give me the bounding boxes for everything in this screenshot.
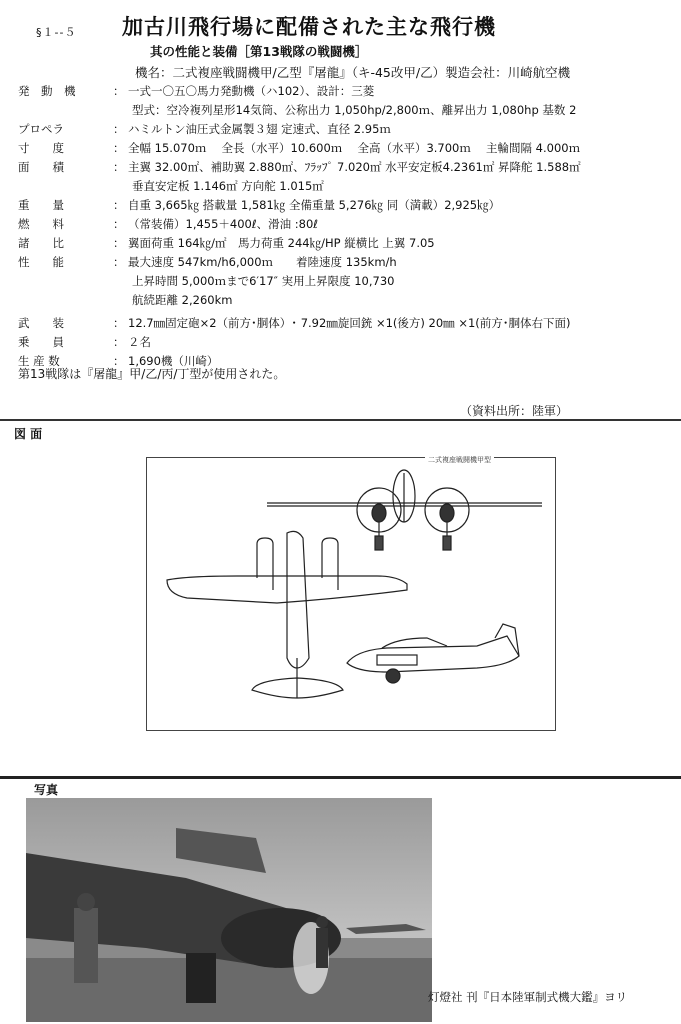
spec-row bbox=[14, 158, 679, 177]
spec-label: プロペラ bbox=[18, 122, 64, 136]
spec-row bbox=[14, 101, 679, 120]
three-view-drawing bbox=[147, 458, 555, 730]
spec-row bbox=[14, 139, 679, 158]
spec-value: 型式：空冷複列星形14気筒、公称出力 1,050hp/2,800ｍ、離昇出力 1,080hp 基数 2 bbox=[132, 103, 577, 117]
spec-label: 燃 料 bbox=[18, 217, 64, 231]
aircraft-drawing bbox=[146, 457, 556, 731]
spec-row bbox=[14, 82, 679, 101]
spec-value: ハミルトン油圧式金属製３翅 定速式、直径 2.95ｍ bbox=[128, 122, 391, 136]
spec-row bbox=[14, 234, 679, 253]
spec-colon: ： bbox=[113, 255, 125, 269]
page-title: 加古川飛行場に配備された主な飛行機 bbox=[122, 15, 496, 39]
photo-credit: 灯燈社 刊『日本陸軍制式機大鑑』ヨリ bbox=[428, 990, 628, 1004]
spec-colon: ： bbox=[113, 122, 125, 136]
photo-section-label: 写真 bbox=[34, 783, 59, 797]
divider bbox=[0, 419, 681, 421]
spec-row bbox=[14, 196, 679, 215]
aircraft-photo-image bbox=[26, 798, 432, 1022]
spec-colon: ： bbox=[113, 141, 125, 155]
spec-colon: ： bbox=[113, 217, 125, 231]
spec-value: 航続距離 2,260km bbox=[132, 293, 233, 307]
spec-label: 重 量 bbox=[18, 198, 64, 212]
page-subtitle: 其の性能と装備［第13戦隊の戦闘機］ bbox=[150, 44, 368, 59]
spec-value: 12.7㎜固定砲×2（前方･胴体）･ 7.92㎜旋回銃 ×1(後方) 20㎜ ×1(前方･胴体右下面) bbox=[128, 316, 571, 330]
spec-label: 武 装 bbox=[18, 316, 64, 330]
spec-label: 乗 員 bbox=[18, 335, 64, 349]
spec-label: 諸 比 bbox=[18, 236, 64, 250]
spec-table bbox=[14, 82, 679, 371]
spec-value: 上昇時間 5,000ｍまで6′17″ 実用上昇限度 10,730 bbox=[132, 274, 395, 288]
spec-label: 発 動 機 bbox=[18, 84, 76, 98]
spec-value: 最大速度 547km/h6,000ｍ 着陸速度 135km/h bbox=[128, 255, 397, 269]
spec-colon: ： bbox=[113, 354, 125, 368]
spec-colon: ： bbox=[113, 335, 125, 349]
model-line: 機名：二式複座戦闘機甲/乙型『屠龍』（キ-45改甲/乙）製造会社：川崎航空機 bbox=[135, 65, 571, 80]
spec-row bbox=[14, 253, 679, 272]
divider bbox=[0, 776, 681, 779]
drawing-caption: 二式複座戦闘機甲型 bbox=[425, 455, 494, 465]
spec-row bbox=[14, 120, 679, 139]
spec-label: 面 積 bbox=[18, 160, 64, 174]
spec-row bbox=[14, 177, 679, 196]
source-note: （資料出所：陸軍） bbox=[460, 404, 569, 418]
spec-value: ２名 bbox=[128, 335, 151, 349]
spec-colon: ： bbox=[113, 236, 125, 250]
spec-value: 垂直安定板 1.146㎡ 方向舵 1.015㎡ bbox=[132, 179, 324, 193]
spec-value: 翼面荷重 164㎏/㎡ 馬力荷重 244㎏/HP 縦横比 上翼 7.05 bbox=[128, 236, 435, 250]
spec-value: 一式一〇五〇馬力発動機（ハ102）、設計：三菱 bbox=[128, 84, 375, 98]
spec-value: 主翼 32.00㎡、補助翼 2.880㎡、ﾌﾗｯﾌﾟ 7.020㎡ 水平安定板4.2361㎡ 昇降舵 1.588㎡ bbox=[128, 160, 581, 174]
spec-label: 生 産 数 bbox=[18, 354, 60, 368]
spec-row bbox=[14, 215, 679, 234]
spec-value: （常装備）1,455＋400ℓ、滑油 :80ℓ bbox=[128, 217, 319, 231]
diagram-section-label: 図 面 bbox=[14, 427, 43, 441]
spec-colon: ： bbox=[113, 316, 125, 330]
usage-note: 第13戦隊は『屠龍』甲/乙/丙/丁型が使用された。 bbox=[18, 367, 286, 381]
spec-label: 性 能 bbox=[18, 255, 64, 269]
section-number: §１--５ bbox=[36, 26, 77, 39]
spec-row bbox=[14, 291, 679, 310]
spec-row bbox=[14, 314, 679, 333]
spec-row bbox=[14, 333, 679, 352]
aircraft-photo bbox=[26, 798, 432, 1022]
spec-value: 全幅 15.070ｍ 全長（水平）10.600ｍ 全高（水平）3.700ｍ 主輪間隔 4.000ｍ bbox=[128, 141, 581, 155]
spec-colon: ： bbox=[113, 198, 125, 212]
spec-label: 寸 度 bbox=[18, 141, 64, 155]
spec-row bbox=[14, 272, 679, 291]
spec-value: 1,690機（川崎） bbox=[128, 354, 219, 368]
spec-colon: ： bbox=[113, 84, 125, 98]
spec-colon: ： bbox=[113, 160, 125, 174]
spec-value: 自重 3,665㎏ 搭載量 1,581㎏ 全備重量 5,276㎏ 同（満載）2,925㎏） bbox=[128, 198, 501, 212]
